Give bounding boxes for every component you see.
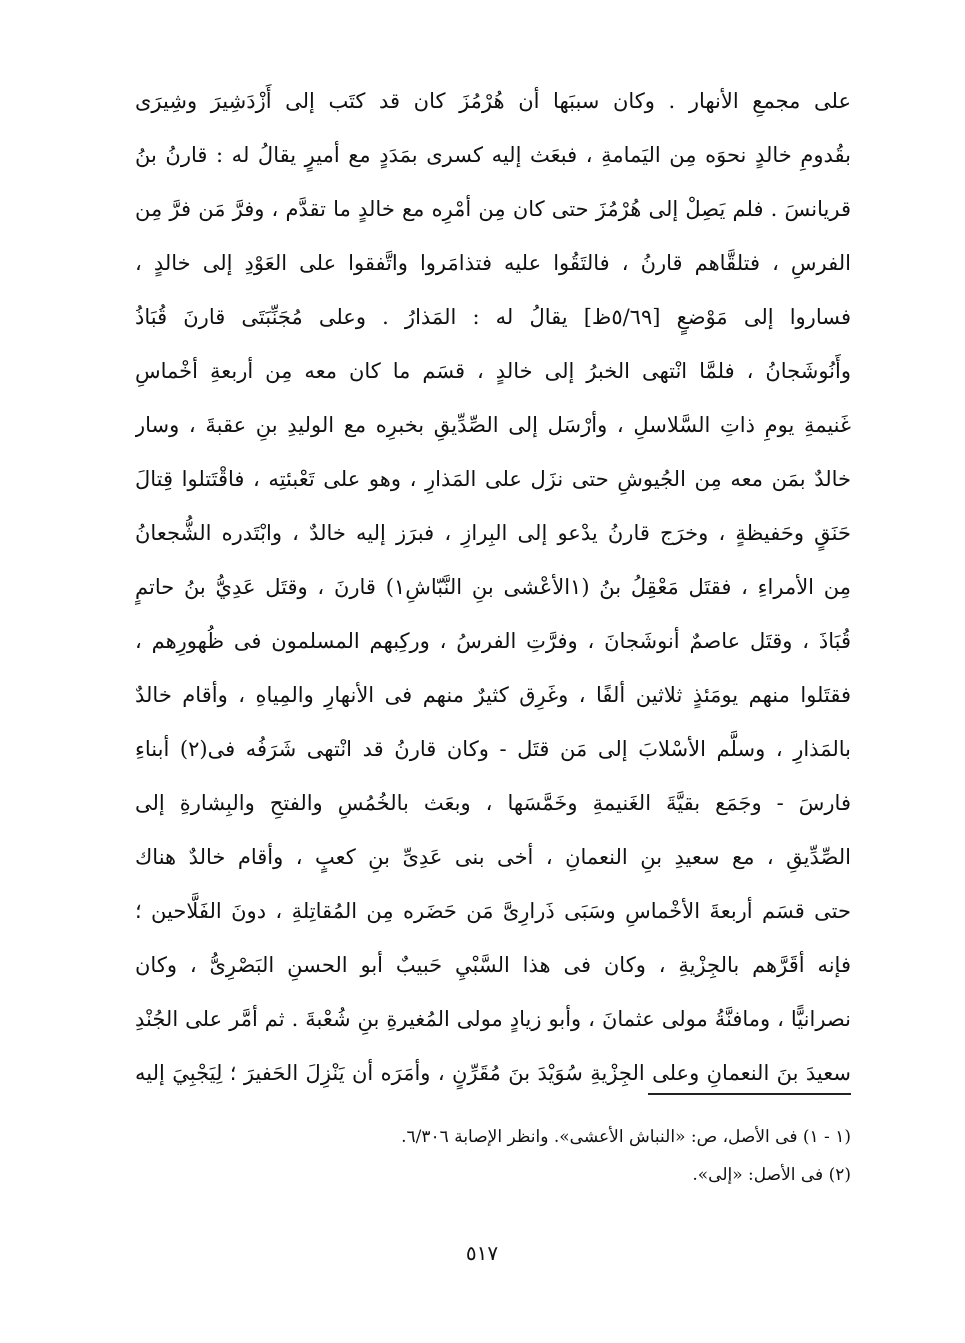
footnotes-block xyxy=(300,1118,851,1194)
text-line: فارسَ - وجَمَع بقيَّةَ الغَنيمةِ وخَمَّسَها ، وبعَث بالخُمُسِ والفتحِ والبِشارةِ إلى xyxy=(135,791,851,815)
main-text-block xyxy=(135,74,851,1100)
text-line: غَنيمةِ يومِ ذاتِ السَّلاسلِ ، وأرْسَل إلى الصِّدِّيقِ بخبرِه مع الوليدِ بنِ عقبةَ ، وسار xyxy=(135,413,851,437)
text-line: على مجمعِ الأنهار . وكان سببَها أن هُرْمُزَ كان قد كتَب إلى أَزْدَشِيرَ وشِيرَى xyxy=(135,89,851,113)
footnote: (١ - ١) فى الأصل، ص: «النباش الأعشى». وانظر الإصابة ٦/٣٠٦. xyxy=(401,1127,851,1147)
text-line: قُبَاذَ ، وقتَل عاصمٌ أنوشَجانَ ، وفرَّتِ الفرسُ ، وركِبهم المسلمون فى ظُهورِهم ، xyxy=(135,629,851,653)
text-line: بالمَذارِ ، وسلَّم الأسْلابَ إلى مَن قتَل - وكان قارنُ قد انْتهى شَرَفُه فى(٢) أبناءِ xyxy=(135,737,851,761)
page-number: ٥١٧ xyxy=(465,1241,499,1265)
text-line: بقُدومِ خالدٍ نحوَه مِن اليَمامةِ ، فبعَث إليه كسرى بمَدَدٍ مع أميرٍ يقالُ له : قارنُ بنُ xyxy=(135,143,851,167)
text-line: وأَنُوشَجانُ ، فلمَّا انْتهى الخبرُ إلى خالدٍ ، قسَم ما كان معه مِن أربعةِ أخْماسِ xyxy=(135,359,851,383)
text-line: حَنَقٍ وحَفيظةٍ ، وخرَج قارنُ يدْعو إلى البِرازِ ، فبرَز إليه خالدٌ ، وابْتَدره الشُّجعانُ xyxy=(135,521,851,545)
text-line: نصرانيًّا ، ومافنَّةُ مولى عثمانَ ، وأبو زيادٍ مولى المُغيرةِ بنِ شُعْبةَ . ثم أمَّر على الجُنْدِ xyxy=(135,1007,851,1031)
text-line: قريانسَ . فلم يَصِلْ إلى هُرْمُزَ حتى كان مِن أمْرِه مع خالدٍ ما تقدَّم ، وفرَّ مَن فرَّ مِن xyxy=(135,197,851,221)
text-line: خالدٌ بمَن معه مِن الجُيوشِ حتى نزَل على المَذارِ ، وهو على تَعْبئتِه ، فاقْتَتلوا قِتالَ xyxy=(135,467,851,491)
footnote-separator xyxy=(648,1093,851,1095)
text-line: سعيدَ بنَ النعمانِ وعلى الجِزْيةِ سُوَيْدَ بنَ مُقَرِّنٍ ، وأمَرَه أن يَنْزِلَ الحَفيرَ ؛ لِيَجْبِيَ إليه xyxy=(135,1061,851,1085)
text-line: فساروا إلى مَوْضعٍ [٥/٦٩ظ] يقالُ له : المَذارُ . وعلى مُجَنِّبَتَى قارنَ قُبَاذُ xyxy=(135,305,851,329)
footnote: (٢) فى الأصل: «إلى». xyxy=(692,1165,851,1185)
text-line: الصِّدِّيقِ ، مع سعيدِ بنِ النعمانِ ، أخى بنى عَدِىِّ بنِ كعبٍ ، وأقام خالدٌ هناك xyxy=(135,845,851,869)
text-line: فقتَلوا منهم يومَئذٍ ثلاثين ألفًا ، وغَرِق كثيرٌ منهم فى الأنهارِ والمِياهِ ، وأقام خالدٌ xyxy=(135,683,851,707)
text-line: مِن الأمراءِ ، فقتَل مَعْقِلُ بنُ (١الأعْشى بنِ النَّبّاشِ١) قارنَ ، وقتَل عَدِيُّ بنُ حاتمٍ xyxy=(135,575,851,599)
text-line: الفرسِ ، فتلقَّاهم قارنُ ، فالتَقُوا عليه فتذامَروا واتَّفقوا على العَوْدِ إلى خالدٍ ، xyxy=(135,251,851,275)
text-line: حتى قسَم أربعةَ الأخْماسِ وسَبَى ذَرارِىَّ مَن حَضَره مِن المُقاتِلةِ ، دونَ الفَلَّاحين ؛ xyxy=(135,899,851,923)
text-line: فإنه أقَرَّهم بالجِزْيةِ ، وكان فى هذا السَّبْيِ حَبيبٌ أبو الحسنِ البَصْرِىُّ ، وكان xyxy=(135,953,851,977)
